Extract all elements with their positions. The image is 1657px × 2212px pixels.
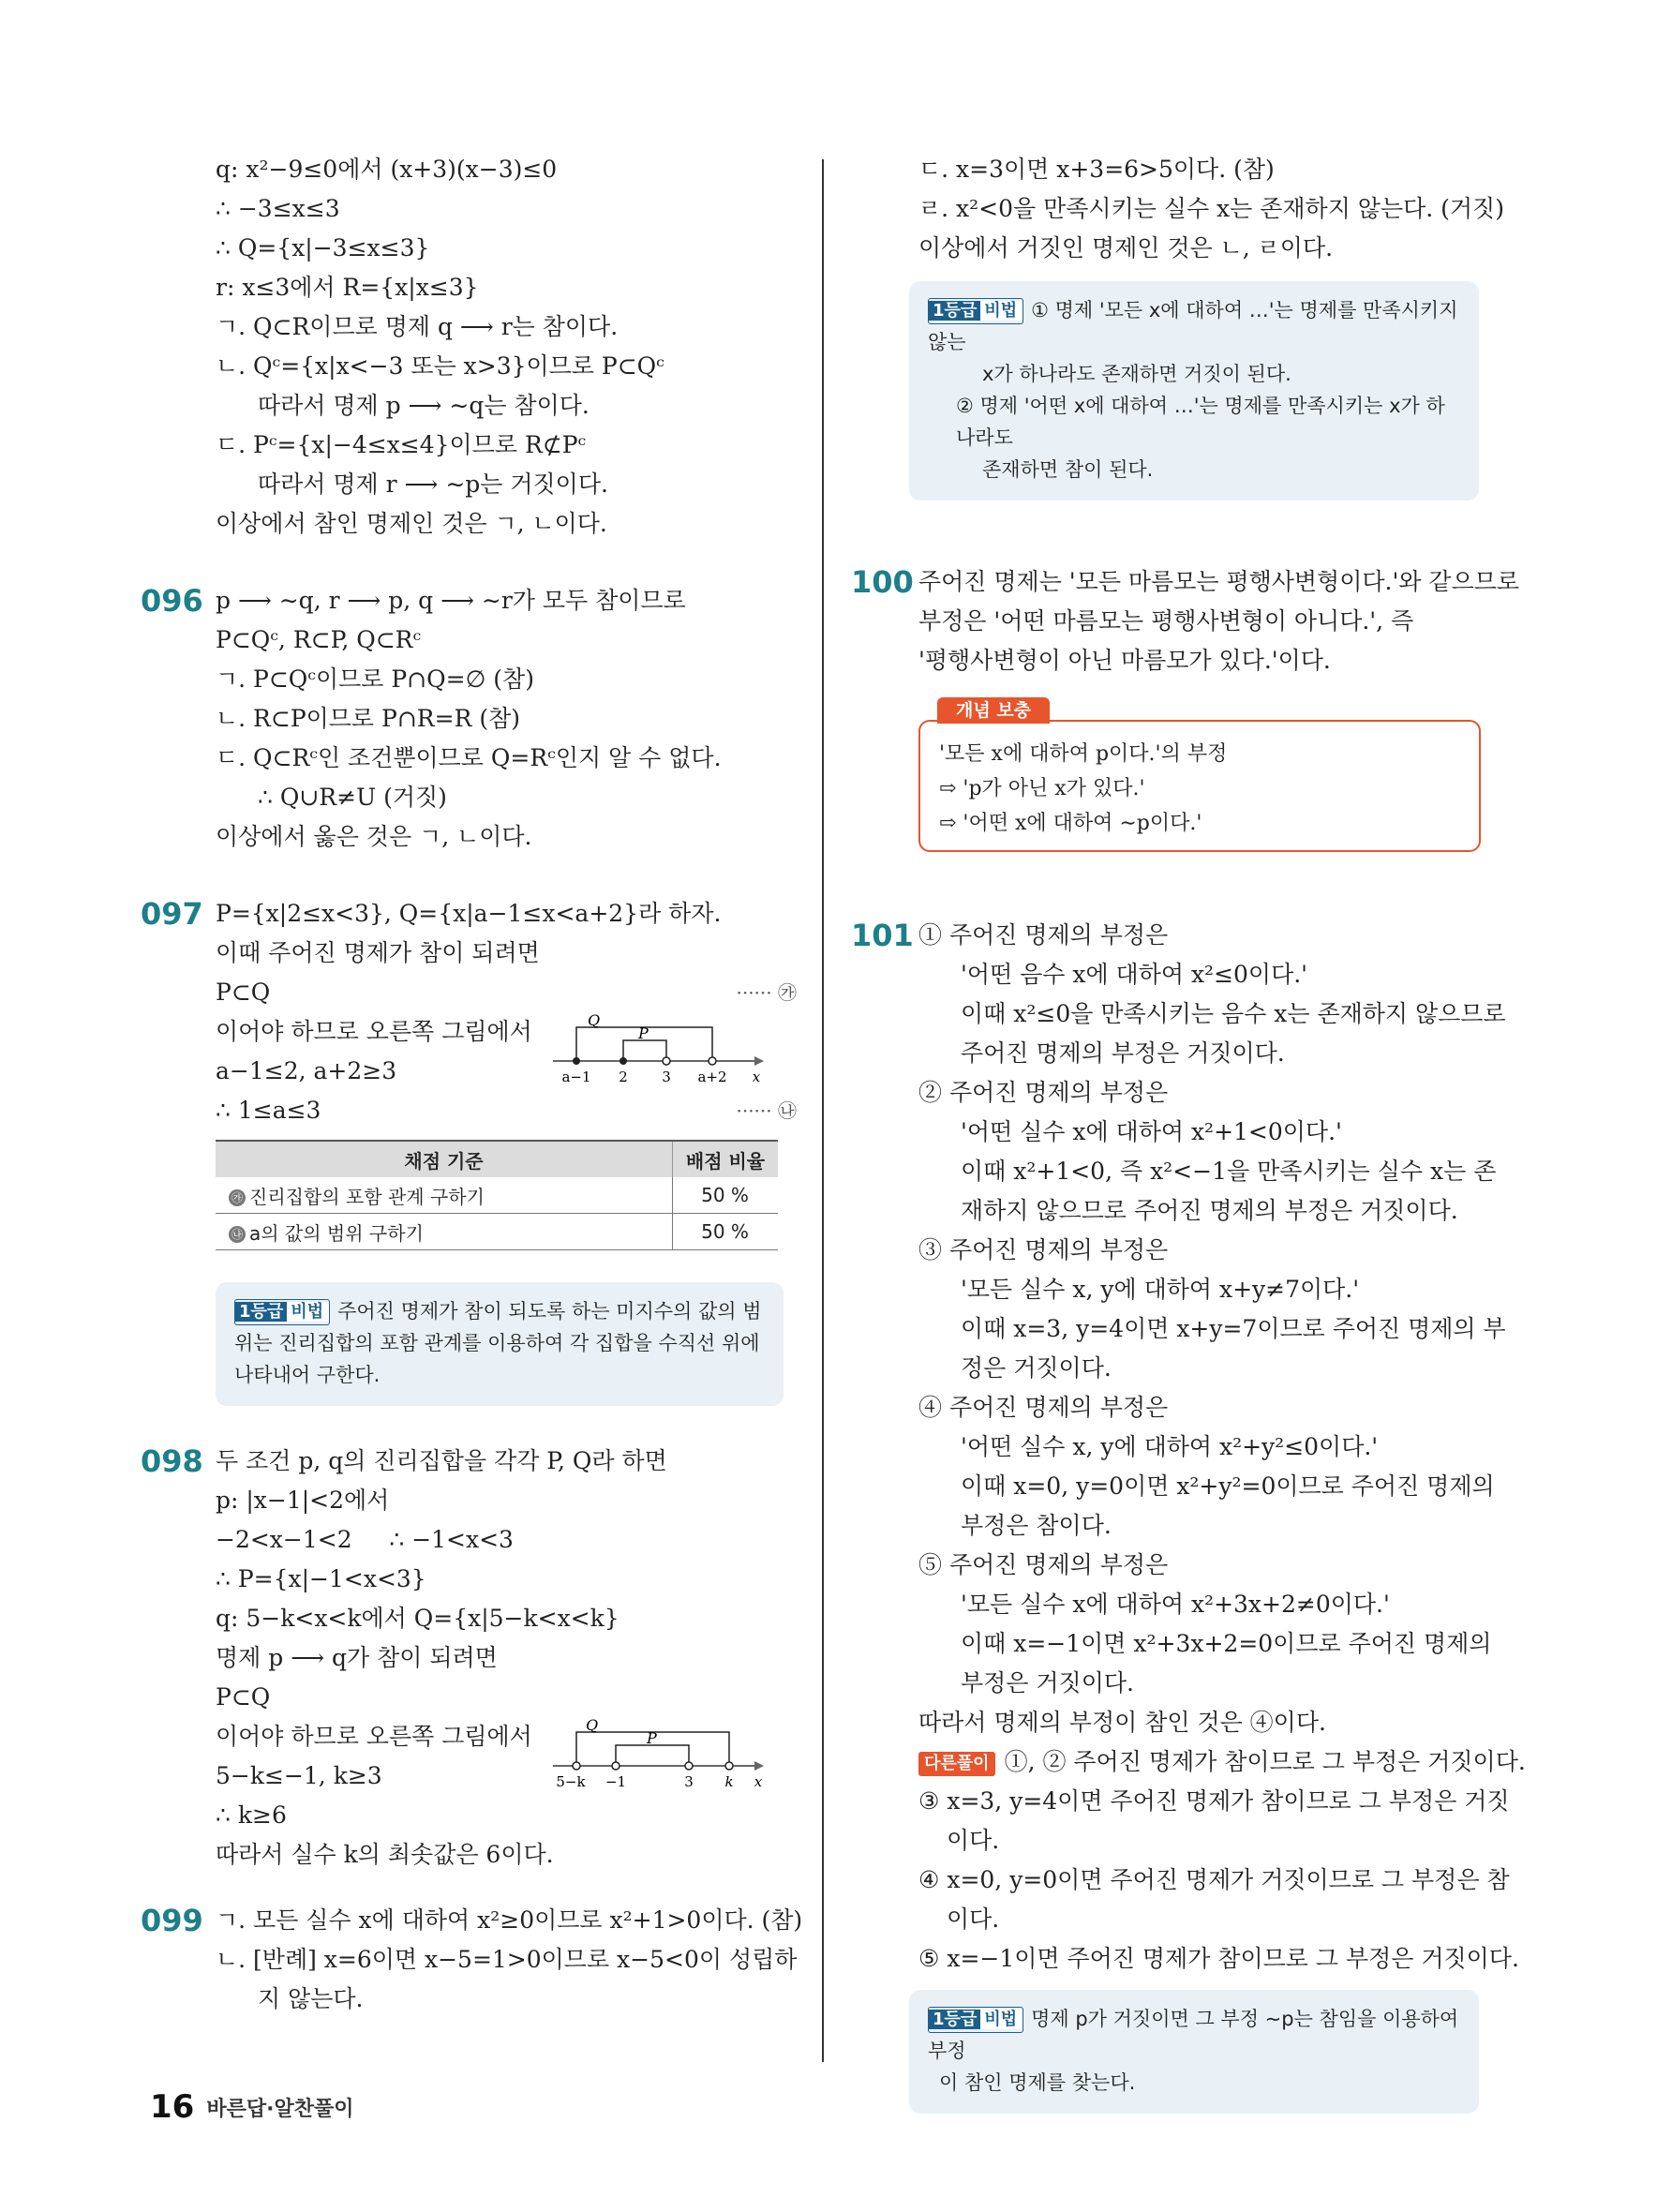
text-line: ② 주어진 명제의 부정은 <box>918 1079 1169 1106</box>
text-line: r: x≤3에서 R={x|x≤3} <box>216 274 479 301</box>
alt-solution-badge: 다른풀이 <box>918 1752 995 1776</box>
text-line: ∴ Q∪R≠U (거짓) <box>258 784 447 811</box>
number-line-figure-098 <box>548 1719 773 1794</box>
problem-number: 099 <box>141 1903 203 1938</box>
text-line: 지 않는다. <box>258 1985 364 2012</box>
tick-label: 2 <box>619 1069 628 1085</box>
tick-label: −1 <box>605 1773 627 1790</box>
tip-badge <box>234 1299 330 1325</box>
text-line: 재하지 않으므로 주어진 명제의 부정은 거짓이다. <box>961 1197 1458 1224</box>
table-cell: 50 % <box>673 1214 779 1250</box>
concept-box <box>918 700 1481 852</box>
problem-number: 101 <box>851 918 914 953</box>
text-line: 부정은 '어떤 마름모는 평행사변형이 아니다.', 즉 <box>918 607 1414 635</box>
table-header: 배점 비율 <box>673 1141 779 1177</box>
tip-line <box>928 294 1460 358</box>
tip-line: 존재하면 참이 된다. <box>982 458 1154 481</box>
text-line: 주어진 명제는 '모든 마름모는 평행사변형이다.'와 같으므로 <box>918 568 1520 595</box>
text-line: 따라서 실수 k의 최솟값은 6이다. <box>216 1841 554 1868</box>
text-line: ㄴ. R⊂P이므로 P∩R=R (참) <box>216 705 520 732</box>
table-cell <box>216 1214 673 1250</box>
text-line: p: |x−1|<2에서 <box>216 1487 390 1514</box>
tip-badge <box>928 298 1023 324</box>
text-span: ①, ② 주어진 명제가 참이므로 그 부정은 거짓이다. <box>1004 1748 1526 1775</box>
text-line: ㄷ. x=3이면 x+3=6>5이다. (참) <box>918 156 1275 183</box>
text-line: 이때 x=0, y=0이면 x²+y²=0이므로 주어진 명제의 <box>961 1472 1495 1500</box>
criterion-text: 진리집합의 포함 관계 구하기 <box>249 1185 485 1208</box>
text-line: 명제 p ⟶ q가 참이 되려면 <box>216 1644 498 1671</box>
text-line: 이어야 하므로 오른쪽 그림에서 <box>216 1723 532 1750</box>
text-line: '모든 실수 x에 대하여 x²+3x+2≠0이다.' <box>961 1591 1390 1618</box>
text-line: 5−k≤−1, k≥3 <box>216 1762 382 1789</box>
text-line: '어떤 실수 x, y에 대하여 x²+y²≤0이다.' <box>961 1433 1379 1460</box>
circled-mark: ㉯ <box>229 1226 246 1243</box>
text-line: 부정은 거짓이다. <box>961 1669 1134 1696</box>
text-line: 따라서 명제 p ⟶ ∼q는 참이다. <box>258 392 590 419</box>
tick-label: 3 <box>662 1069 671 1085</box>
tip-box-097 <box>216 1282 784 1406</box>
text-line: 이다. <box>947 1827 1000 1854</box>
text-line: '어떤 실수 x에 대하여 x²+1<0이다.' <box>961 1118 1342 1145</box>
badge-grade: 1등급 <box>929 301 980 321</box>
text-line: 따라서 명제의 부정이 참인 것은 ④이다. <box>918 1709 1326 1736</box>
marker-ga: ······ ㉮ <box>736 981 797 1004</box>
tip-text: 명제 p가 거짓이면 그 부정 ∼p는 참임을 이용하여 부정 <box>928 2008 1459 2062</box>
left-column <box>141 150 803 2019</box>
text-line: 이때 x=3, y=4이면 x+y=7이므로 주어진 명제의 부 <box>961 1315 1506 1342</box>
tick-label: k <box>724 1773 734 1790</box>
figure-row <box>150 1717 797 1796</box>
continued-095 <box>150 150 797 544</box>
number-line-figure-097 <box>548 1014 773 1089</box>
problem-101 <box>851 916 1526 2114</box>
continued-099 <box>853 150 1504 268</box>
text-line: 따라서 명제 r ⟶ ∼p는 거짓이다. <box>258 471 608 498</box>
text-line: 이때 x²+1<0, 즉 x²<−1을 만족시키는 실수 x는 존 <box>961 1158 1497 1185</box>
criterion-text: a의 값의 범위 구하기 <box>249 1221 424 1245</box>
text-line: ㄹ. x²<0을 만족시키는 실수 x는 존재하지 않는다. (거짓) <box>918 195 1504 222</box>
text-line: '평행사변형이 아닌 마름모가 있다.'이다. <box>918 647 1331 674</box>
tip-text: 주어진 명제가 참이 되도록 하는 미지수의 값의 범위는 진리집합의 포함 관계를 이용하여 각 집합을 수직선 위에 나타내어 구한다. <box>234 1300 762 1386</box>
tip-text: ① 명제 '모든 x에 대하여 …'는 명제를 만족시키지 않는 <box>928 299 1458 353</box>
tip-line: 이 참인 명제를 찾는다. <box>939 2071 1136 2094</box>
text-line: 이상에서 참인 명제인 것은 ㄱ, ㄴ이다. <box>216 510 607 537</box>
problem-097 <box>141 894 797 1406</box>
badge-grade: 1등급 <box>235 1302 287 1322</box>
badge-secret: 비법 <box>287 1302 329 1322</box>
problem-number: 096 <box>141 583 203 619</box>
text-line: ㄱ. 모든 실수 x에 대하여 x²≥0이므로 x²+1>0이다. (참) <box>216 1906 803 1934</box>
text-line: P={x|2≤x<3}, Q={x|a−1≤x<a+2}라 하자. <box>216 900 722 927</box>
tick-label: 5−k <box>556 1773 586 1790</box>
table-row <box>216 1214 778 1250</box>
tip-box-101 <box>909 1990 1479 2114</box>
tip-line: x가 하나라도 존재하면 거짓이 된다. <box>982 363 1291 385</box>
text-line: P⊂Qᶜ, R⊂P, Q⊂Rᶜ <box>216 626 422 653</box>
text-line: a−1≤2, a+2≥3 <box>216 1057 397 1084</box>
text-line <box>150 973 797 1012</box>
text-line: 이때 x=−1이면 x²+3x+2=0이므로 주어진 명제의 <box>961 1630 1492 1657</box>
tip-line: ② 명제 '어떤 x에 대하여 …'는 명제를 만족시키는 x가 하나라도 <box>956 395 1445 449</box>
tip-badge <box>928 2007 1023 2033</box>
table-cell <box>216 1177 673 1214</box>
page-number: 16 <box>150 2088 195 2126</box>
table-header-row <box>216 1141 778 1177</box>
problem-100 <box>851 562 1520 852</box>
p-label: P <box>647 1729 657 1747</box>
text-span: P⊂Q <box>216 979 271 1006</box>
circled-mark: ㉮ <box>229 1189 246 1206</box>
text-line: ∴ k≥6 <box>216 1801 287 1829</box>
text-line: ⑤ x=−1이면 주어진 명제가 참이므로 그 부정은 거짓이다. <box>918 1945 1519 1972</box>
column-divider <box>822 159 824 2062</box>
page-footer <box>150 2088 354 2126</box>
text-line <box>853 1742 1526 1782</box>
right-column <box>851 150 1526 2114</box>
text-line: 주어진 명제의 부정은 거짓이다. <box>961 1039 1285 1067</box>
text-line: 이때 주어진 명제가 참이 되려면 <box>216 939 540 966</box>
text-line: ㄱ. Q⊂R이므로 명제 q ⟶ r는 참이다. <box>216 313 619 340</box>
q-label: Q <box>588 1014 601 1029</box>
text-line: ① 주어진 명제의 부정은 <box>918 921 1169 949</box>
table-cell: 50 % <box>673 1177 779 1214</box>
text-line: ③ 주어진 명제의 부정은 <box>918 1236 1169 1263</box>
text-line: 정은 거짓이다. <box>961 1354 1112 1382</box>
badge-grade: 1등급 <box>929 2010 980 2029</box>
text-line: 두 조건 p, q의 진리집합을 각각 P, Q라 하면 <box>216 1447 667 1474</box>
text-line: P⊂Q <box>216 1683 271 1711</box>
problem-099 <box>141 1901 803 2019</box>
text-line: ㄱ. P⊂Qᶜ이므로 P∩Q=∅ (참) <box>216 665 534 693</box>
tick-label: a+2 <box>697 1069 727 1085</box>
tick-label: x <box>752 1069 761 1085</box>
text-line: 이상에서 옳은 것은 ㄱ, ㄴ이다. <box>216 823 532 850</box>
scoring-table <box>216 1140 778 1250</box>
tip-line <box>928 2003 1460 2067</box>
text-line: ㄷ. Q⊂Rᶜ인 조건뿐이므로 Q=Rᶜ인지 알 수 없다. <box>216 744 722 771</box>
problem-number: 098 <box>141 1443 203 1479</box>
q-label: Q <box>586 1719 599 1734</box>
problem-098 <box>141 1442 797 1875</box>
text-line: 부정은 참이다. <box>961 1512 1112 1539</box>
text-line: ㄴ. [반례] x=6이면 x−5=1>0이므로 x−5<0이 성립하 <box>216 1946 798 1973</box>
badge-secret: 비법 <box>980 301 1023 321</box>
book-label: 바른답·알찬풀이 <box>206 2097 354 2121</box>
concept-line: ⇨ 'p가 아닌 x가 있다.' <box>939 777 1145 800</box>
marker-na: ······ ㉯ <box>736 1099 797 1122</box>
tick-label: 3 <box>684 1773 694 1790</box>
tick-label: x <box>754 1773 763 1790</box>
text-line: 이때 x²≤0을 만족시키는 음수 x는 존재하지 않으므로 <box>961 1000 1506 1027</box>
text-line <box>150 1091 797 1130</box>
badge-secret: 비법 <box>980 2010 1023 2029</box>
text-line: 이어야 하므로 오른쪽 그림에서 <box>216 1018 532 1045</box>
text-line: '어떤 음수 x에 대하여 x²≤0이다.' <box>961 961 1308 988</box>
concept-line: '모든 x에 대하여 p이다.'의 부정 <box>939 742 1228 766</box>
problem-number: 100 <box>851 564 914 600</box>
text-line: ④ 주어진 명제의 부정은 <box>918 1394 1169 1421</box>
text-line: 이상에서 거짓인 명제인 것은 ㄴ, ㄹ이다. <box>918 234 1334 262</box>
tick-label: a−1 <box>561 1069 591 1085</box>
text-span: ∴ 1≤a≤3 <box>216 1097 321 1124</box>
text-line: ∴ Q={x|−3≤x≤3} <box>216 234 430 262</box>
concept-line: ⇨ '어떤 x에 대하여 ∼p이다.' <box>939 812 1202 835</box>
concept-tab: 개념 보충 <box>937 697 1050 724</box>
text-line: '모든 실수 x, y에 대하여 x+y≠7이다.' <box>961 1276 1360 1303</box>
problem-number: 097 <box>141 896 203 932</box>
text-line: ㄴ. Qᶜ={x|x<−3 또는 x>3}이므로 P⊂Qᶜ <box>216 352 664 380</box>
text-line: p ⟶ ∼q, r ⟶ p, q ⟶ ∼r가 모두 참이므로 <box>216 587 686 614</box>
table-row <box>216 1177 778 1214</box>
figure-row <box>150 1012 797 1091</box>
text-line: ∴ −3≤x≤3 <box>216 195 340 222</box>
problem-096 <box>141 581 797 857</box>
text-line: q: x²−9≤0에서 (x+3)(x−3)≤0 <box>216 156 558 183</box>
table-header: 채점 기준 <box>216 1141 673 1177</box>
text-line: ⑤ 주어진 명제의 부정은 <box>918 1551 1169 1578</box>
text-line: q: 5−k<x<k에서 Q={x|5−k<x<k} <box>216 1605 620 1632</box>
p-label: P <box>638 1024 649 1042</box>
text-line: ④ x=0, y=0이면 주어진 명제가 거짓이므로 그 부정은 참 <box>918 1866 1510 1893</box>
text-line: ∴ P={x|−1<x<3} <box>216 1565 426 1592</box>
text-line: ㄷ. Pᶜ={x|−4≤x≤4}이므로 R⊄Pᶜ <box>216 431 587 458</box>
text-line: −2<x−1<2 ∴ −1<x<3 <box>216 1526 514 1553</box>
text-line: ③ x=3, y=4이면 주어진 명제가 참이므로 그 부정은 거짓 <box>918 1787 1510 1815</box>
tip-box-099 <box>909 281 1479 501</box>
text-line: 이다. <box>947 1906 1000 1933</box>
